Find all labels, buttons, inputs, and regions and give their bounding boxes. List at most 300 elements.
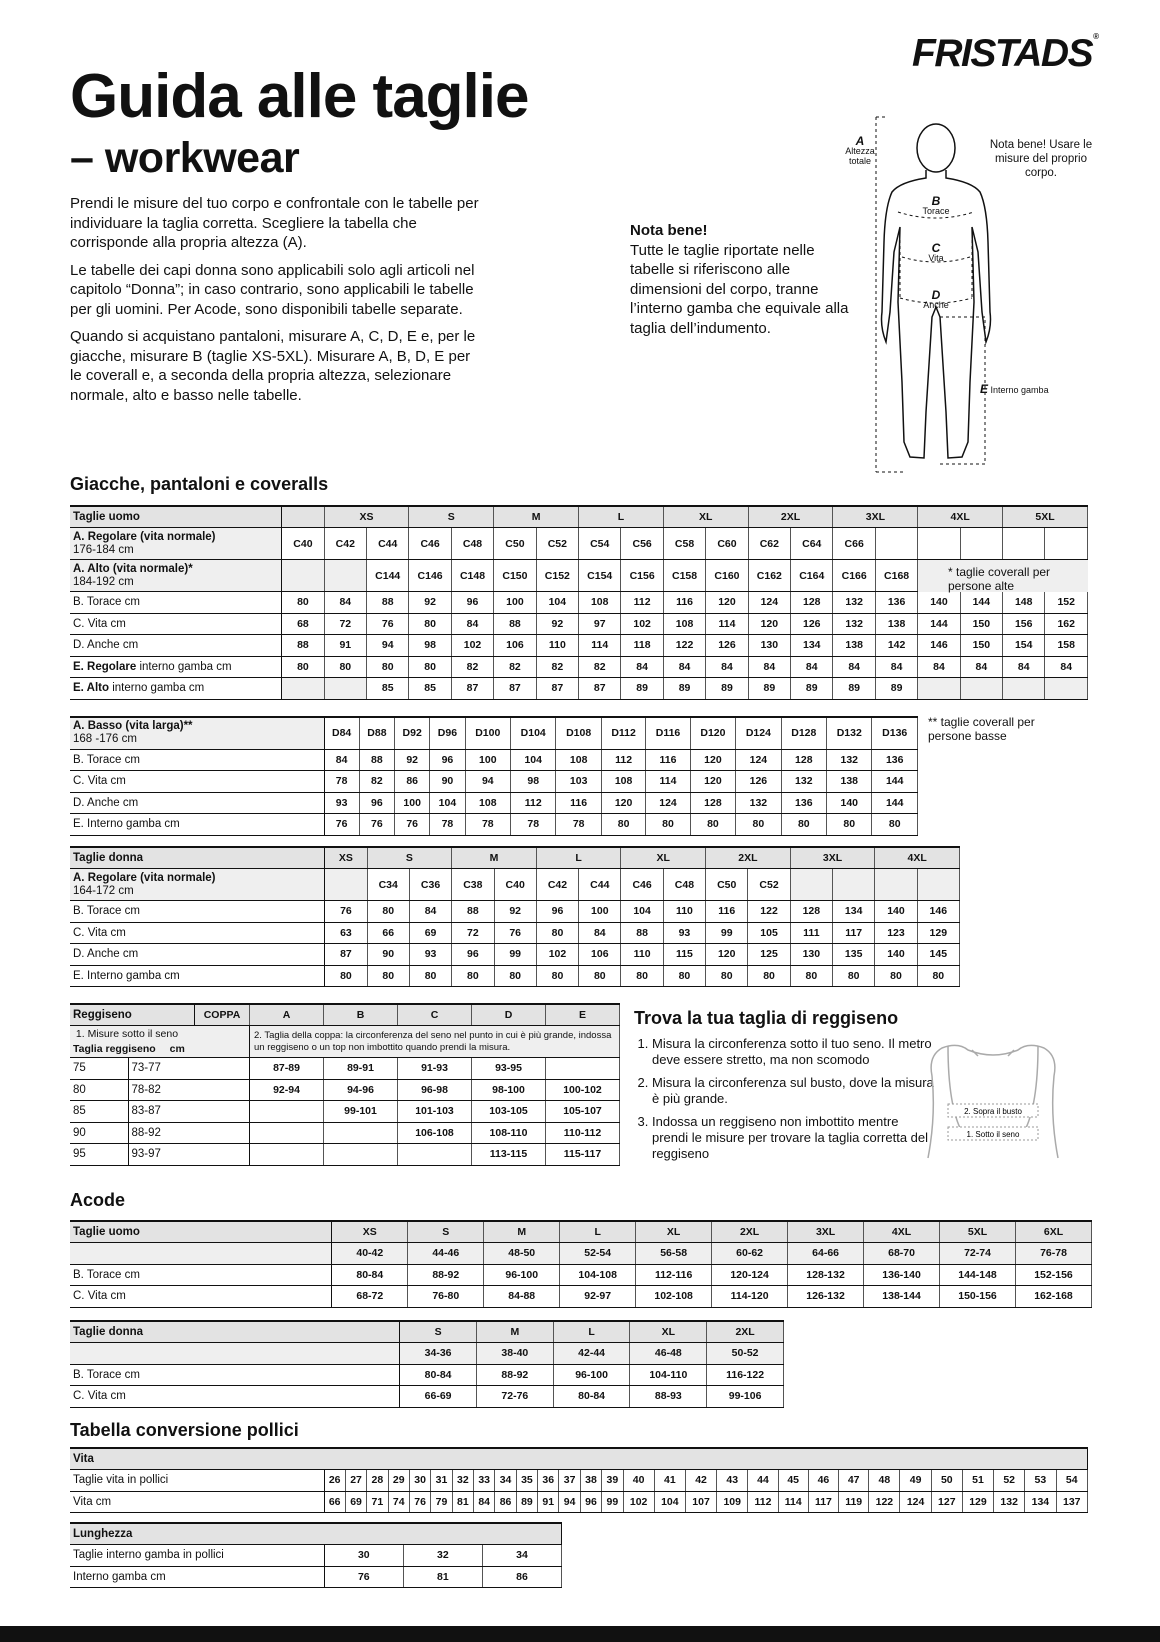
- table-cell: 84: [960, 656, 1002, 678]
- table-cell: 116: [706, 901, 748, 923]
- table-cell: 136: [781, 792, 826, 814]
- table-cell: 40: [623, 1470, 654, 1492]
- table-cell: C150: [494, 560, 536, 592]
- table-cell: 105: [748, 922, 790, 944]
- table-cell: 80: [536, 922, 578, 944]
- table-cell: 84: [621, 656, 663, 678]
- table-cell: 89: [875, 678, 917, 700]
- table-cell: 89: [663, 678, 705, 700]
- table-cell: 31: [431, 1470, 452, 1492]
- table-cell: 146: [917, 901, 959, 923]
- table-cell: S: [408, 1221, 484, 1243]
- table-row: [70, 847, 960, 869]
- table-cell: 94: [367, 635, 409, 657]
- note-title: Nota bene!: [630, 222, 708, 239]
- table-cell: 120: [690, 771, 735, 793]
- table-cell: 84: [579, 922, 621, 944]
- table-cell: 96-100: [553, 1364, 630, 1386]
- table-cell: 84: [875, 656, 917, 678]
- table-row: [70, 1566, 562, 1588]
- table-cell: 106: [579, 944, 621, 966]
- table-cell: 96: [359, 792, 394, 814]
- table-cell: [398, 1144, 472, 1166]
- label-b: B Torace: [922, 194, 950, 216]
- table-cell: 104-108: [560, 1264, 636, 1286]
- table-cell: 114: [706, 613, 748, 635]
- table-cell: B. Torace cm: [70, 749, 324, 771]
- table-cell: 150: [960, 613, 1002, 635]
- table-cell: 52: [994, 1470, 1025, 1492]
- table-cell: E: [546, 1004, 620, 1026]
- table-cell: 88: [452, 901, 494, 923]
- table-cell: 104: [430, 792, 465, 814]
- table-cell: 80-84: [332, 1264, 408, 1286]
- table-cell: C. Vita cm: [70, 1286, 332, 1308]
- table-cell: 95: [70, 1144, 128, 1166]
- table-cell: 85: [70, 1101, 128, 1123]
- table-cell: 124: [748, 592, 790, 614]
- table-cell: 94-96: [324, 1079, 398, 1101]
- table-cell: 66-69: [400, 1386, 477, 1408]
- table-cell: 111: [790, 922, 832, 944]
- table-cell: 88-93: [630, 1386, 707, 1408]
- table-cell: 39: [602, 1470, 623, 1492]
- bra-steps: [634, 1036, 934, 1169]
- table-row: [70, 749, 918, 771]
- bra-fig-label-2: 2. Sopra il busto: [964, 1107, 1022, 1116]
- table-cell: 85: [409, 678, 451, 700]
- table-cell: 78: [324, 771, 359, 793]
- table-cell: 140: [875, 901, 917, 923]
- table-row: [70, 560, 1088, 592]
- table-cell: 100-102: [546, 1079, 620, 1101]
- table-cell: 87: [451, 678, 493, 700]
- table-cell: 158: [1045, 635, 1088, 657]
- table-cell: 46: [808, 1470, 838, 1492]
- table-cell: [960, 678, 1002, 700]
- table-cell: 28: [367, 1470, 388, 1492]
- table-row: [70, 528, 1088, 560]
- table-cell: 144: [960, 592, 1002, 614]
- table-cell: 124: [736, 749, 781, 771]
- table-cell: 100: [465, 749, 510, 771]
- table-cell: 134: [1025, 1491, 1056, 1513]
- table-row: [70, 922, 960, 944]
- table-cell: 79: [431, 1491, 452, 1513]
- table-cell: C44: [579, 869, 621, 901]
- table-cell: 38: [580, 1470, 601, 1492]
- table-cell: [70, 656, 282, 678]
- table-cell: [282, 506, 324, 528]
- table-cell: 5XL: [1003, 506, 1088, 528]
- table-cell: 140: [918, 592, 960, 614]
- table-cell: C. Vita cm: [70, 771, 324, 793]
- table-cell: 2XL: [748, 506, 833, 528]
- table-cell: [70, 592, 282, 614]
- table-cell: 96-98: [398, 1079, 472, 1101]
- table-cell: 66: [324, 1491, 345, 1513]
- table-cell: 34: [482, 1545, 561, 1567]
- table-cell: 3XL: [790, 847, 875, 869]
- table-cell: 144: [918, 613, 960, 635]
- table-cell: 64-66: [788, 1243, 864, 1265]
- table-cell: 137: [1056, 1491, 1088, 1513]
- table-cell: 80: [748, 965, 790, 987]
- table-cell: 92: [395, 749, 430, 771]
- table-cell: 84: [451, 613, 493, 635]
- table-row: [70, 869, 960, 901]
- table-cell: D108: [556, 717, 601, 749]
- table-cell: C154: [579, 560, 621, 592]
- table-cell: Taglie uomo: [70, 506, 282, 528]
- table-cell: 80: [409, 656, 451, 678]
- table-cell: [875, 869, 917, 901]
- table-cell: 104: [621, 901, 663, 923]
- bra-step: 1. Misura la circonferenza sotto il tuo seno. Il metro deve essere stretto, ma non scomodo: [652, 1036, 934, 1068]
- table-cell: [250, 1101, 324, 1123]
- row-label: A. Regolare (vita normale): [73, 530, 216, 543]
- table-cell: M: [494, 506, 579, 528]
- table-cell: [70, 528, 282, 560]
- table-cell: 102: [621, 613, 663, 635]
- table-cell: D136: [872, 717, 918, 749]
- table-cell: 113-115: [472, 1144, 546, 1166]
- table-cell: [1045, 678, 1088, 700]
- table-cell: 110: [621, 944, 663, 966]
- bra-step: 3. Indossa un reggiseno non imbottito mentre prendi le misure per trovare la taglia corretta del reggiseno: [652, 1114, 934, 1162]
- table-cell: 72-76: [476, 1386, 553, 1408]
- table-cell: 27: [345, 1470, 366, 1492]
- table-cell: 86: [495, 1491, 516, 1513]
- table-cell: 124: [646, 792, 690, 814]
- table-cell: D84: [324, 717, 359, 749]
- table-cell: 75: [70, 1058, 128, 1080]
- table-cell: [875, 528, 917, 560]
- table-cell: 84: [324, 749, 359, 771]
- table-cell: 82: [359, 771, 394, 793]
- table-cell: [833, 869, 875, 901]
- table-cell: L: [579, 506, 664, 528]
- table-cell: 145: [917, 944, 959, 966]
- table-cell: 80: [621, 965, 663, 987]
- table-cell: 78: [430, 814, 465, 836]
- bra-step: 2. Misura la circonferenza sul busto, dove la misura è più grande.: [652, 1075, 934, 1107]
- table-cell: S: [367, 847, 452, 869]
- table-cell: 76-80: [408, 1286, 484, 1308]
- table-cell: 97: [579, 613, 621, 635]
- table-cell: 29: [388, 1470, 409, 1492]
- table-cell: 116: [663, 592, 705, 614]
- table-cell: [1045, 528, 1088, 560]
- table-cell: 134: [833, 901, 875, 923]
- table-cell: B. Torace cm: [70, 1264, 332, 1286]
- table-row: [70, 1221, 1092, 1243]
- table-cell: 120-124: [712, 1264, 788, 1286]
- table-cell: [70, 1343, 400, 1365]
- table-cell: [70, 613, 282, 635]
- table-cell: 120: [706, 944, 748, 966]
- table-cell: 52-54: [560, 1243, 636, 1265]
- table-row: [70, 613, 1088, 635]
- table-cell: 3XL: [833, 506, 918, 528]
- table-cell: B: [324, 1004, 398, 1026]
- table-cell: 80: [690, 814, 735, 836]
- table-row: [70, 1286, 1092, 1308]
- table-cell: 80: [282, 656, 324, 678]
- table-cell: 30: [409, 1470, 430, 1492]
- table-cell: 80: [646, 814, 690, 836]
- table-cell: [917, 869, 959, 901]
- table-cell: 49: [900, 1470, 931, 1492]
- table-row: [70, 1004, 620, 1026]
- bra-size-label: Taglia reggiseno: [73, 1042, 156, 1055]
- intro-paragraph: Le tabelle dei capi donna sono applicabili solo agli articoli nel capitolo “Donna”; in caso contrario, sono applicabili le tabelle per gli uomini. Per Acode, sono disponibili tabelle separate.: [70, 261, 475, 318]
- table-cell: XS: [325, 847, 367, 869]
- table-row: [70, 656, 1088, 678]
- conv-length-table: [70, 1522, 562, 1588]
- table-cell: 63: [325, 922, 367, 944]
- table-cell: 132: [833, 592, 875, 614]
- table-cell: 84: [474, 1491, 495, 1513]
- men-size-table: [70, 505, 1088, 700]
- table-cell: C54: [579, 528, 621, 560]
- table-cell: 53: [1025, 1470, 1056, 1492]
- table-cell: 2XL: [706, 847, 791, 869]
- table-cell: 81: [403, 1566, 482, 1588]
- table-cell: 50-52: [707, 1343, 784, 1365]
- table-cell: [324, 560, 366, 592]
- table-cell: 80: [282, 592, 324, 614]
- table-cell: 144: [872, 792, 918, 814]
- table-cell: 96-100: [484, 1264, 560, 1286]
- table-cell: [250, 1122, 324, 1144]
- table-cell: 78-82: [128, 1079, 250, 1101]
- table-cell: 44-46: [408, 1243, 484, 1265]
- table-cell: 66: [367, 922, 409, 944]
- table-cell: 114: [579, 635, 621, 657]
- table-cell: 103: [556, 771, 601, 793]
- table-cell: [324, 1144, 398, 1166]
- table-cell: C48: [663, 869, 705, 901]
- table-cell: 72: [452, 922, 494, 944]
- table-cell: [282, 678, 324, 700]
- row-label: A. Alto (vita normale)*: [73, 562, 193, 575]
- table-cell: 2XL: [707, 1321, 784, 1343]
- table-cell: 98: [409, 635, 451, 657]
- table-cell: 129: [917, 922, 959, 944]
- table-cell: 84: [918, 656, 960, 678]
- table-cell: Vita cm: [70, 1491, 324, 1513]
- table-cell: 144: [872, 771, 918, 793]
- row-range: 176-184 cm: [73, 543, 134, 556]
- table-cell: 42: [685, 1470, 716, 1492]
- table-cell: 6XL: [1016, 1221, 1092, 1243]
- bottom-bar: [0, 1626, 1160, 1642]
- table-cell: [70, 869, 325, 901]
- table-cell: C50: [706, 869, 748, 901]
- table-cell: 129: [962, 1491, 993, 1513]
- table-cell: B. Torace cm: [70, 1364, 400, 1386]
- row-label: interno gamba cm: [136, 660, 232, 673]
- table-cell: 120: [690, 749, 735, 771]
- table-cell: L: [560, 1221, 636, 1243]
- table-cell: [918, 678, 960, 700]
- table-cell: 112: [748, 1491, 778, 1513]
- table-cell: S: [400, 1321, 477, 1343]
- table-cell: Interno gamba cm: [70, 1566, 324, 1588]
- table-row: [70, 1264, 1092, 1286]
- table-cell: 54: [1056, 1470, 1088, 1492]
- table-cell: 130: [790, 944, 832, 966]
- table-cell: 91-93: [398, 1058, 472, 1080]
- table-cell: Reggiseno: [70, 1004, 195, 1026]
- table-cell: 80: [875, 965, 917, 987]
- table-cell: 80: [367, 965, 409, 987]
- table-cell: [1003, 678, 1045, 700]
- table-cell: 80: [917, 965, 959, 987]
- table-cell: 105-107: [546, 1101, 620, 1123]
- table-cell: C152: [536, 560, 578, 592]
- intro-text: [70, 194, 480, 413]
- table-cell: 89: [516, 1491, 537, 1513]
- table-cell: 83-87: [128, 1101, 250, 1123]
- table-cell: 109: [717, 1491, 748, 1513]
- table-cell: 87: [536, 678, 578, 700]
- table-cell: C64: [791, 528, 833, 560]
- table-cell: Lunghezza: [70, 1523, 562, 1545]
- table-row: [70, 1343, 784, 1365]
- label-a: A Altezza totale: [845, 134, 875, 166]
- table-cell: D88: [359, 717, 394, 749]
- table-cell: 80: [70, 1079, 128, 1101]
- table-cell: [70, 635, 282, 657]
- table-row: [70, 1079, 620, 1101]
- table-cell: 76: [359, 814, 394, 836]
- table-cell: 150: [960, 635, 1002, 657]
- table-cell: D104: [511, 717, 556, 749]
- table-cell: XS: [324, 506, 409, 528]
- table-cell: 3XL: [788, 1221, 864, 1243]
- table-cell: C40: [282, 528, 324, 560]
- table-cell: 162: [1045, 613, 1088, 635]
- table-cell: 140: [827, 792, 872, 814]
- table-row: [70, 1026, 620, 1058]
- table-cell: 96: [430, 749, 465, 771]
- table-cell: 144-148: [940, 1264, 1016, 1286]
- table-cell: 89: [748, 678, 790, 700]
- table-cell: 84-88: [484, 1286, 560, 1308]
- table-cell: 92: [409, 592, 451, 614]
- table-cell: 119: [839, 1491, 869, 1513]
- table-cell: 132: [827, 749, 872, 771]
- table-cell: 156: [1003, 613, 1045, 635]
- table-cell: 92-94: [250, 1079, 324, 1101]
- table-row: [70, 635, 1088, 657]
- table-cell: 47: [839, 1470, 869, 1492]
- table-cell: 104: [654, 1491, 685, 1513]
- table-row: [70, 771, 918, 793]
- table-cell: 89: [706, 678, 748, 700]
- table-cell: 132: [781, 771, 826, 793]
- table-cell: 122: [869, 1491, 900, 1513]
- table-cell: 92: [536, 613, 578, 635]
- bra-size-table: [70, 1003, 620, 1166]
- table-cell: 80: [409, 965, 451, 987]
- table-row: [70, 1491, 1088, 1513]
- table-cell: 80: [833, 965, 875, 987]
- table-cell: D. Anche cm: [70, 792, 324, 814]
- table-cell: 76: [324, 1566, 403, 1588]
- label-e: E Interno gamba: [980, 382, 1049, 396]
- table-row: [70, 1058, 620, 1080]
- table-cell: 123: [875, 922, 917, 944]
- row-label: A. Regolare (vita normale): [73, 871, 216, 884]
- acode-men-table: [70, 1220, 1092, 1308]
- table-cell: [324, 1122, 398, 1144]
- table-cell: [324, 678, 366, 700]
- table-cell: 100: [579, 901, 621, 923]
- table-cell: 32: [452, 1470, 473, 1492]
- table-cell: 100: [494, 592, 536, 614]
- table-row: [70, 965, 960, 987]
- table-cell: M: [452, 847, 537, 869]
- table-row: [70, 1523, 562, 1545]
- note-text: Tutte le taglie riportate nelle tabelle si riferiscono alle dimensioni del corpo, tranne l’interno gamba che equivale alla taglia dell’indumento.: [630, 241, 849, 337]
- table-cell: 80: [325, 965, 367, 987]
- table-cell: 82: [494, 656, 536, 678]
- table-cell: 80: [367, 901, 409, 923]
- intro-paragraph: Quando si acquistano pantaloni, misurare A, C, D, E e, per le giacche, misurare B (taglie XS-5XL). Misurare A, B, D, E per le coverall e, a seconda della propria altezza, selezionare normale, alto e basso nelle tabelle.: [70, 328, 476, 404]
- table-cell: 76: [395, 814, 430, 836]
- table-cell: [70, 717, 324, 749]
- table-cell: 80: [324, 656, 366, 678]
- table-cell: 128-132: [788, 1264, 864, 1286]
- table-cell: 84: [748, 656, 790, 678]
- table-cell: 72: [324, 613, 366, 635]
- bra-step1: 1. Misure sotto il seno: [75, 1027, 179, 1040]
- table-row: [70, 1144, 620, 1166]
- table-cell: 86: [482, 1566, 561, 1588]
- table-cell: 73-77: [128, 1058, 250, 1080]
- table-cell: [546, 1058, 620, 1080]
- table-cell: 138: [827, 771, 872, 793]
- label-d: D Anche: [923, 288, 949, 310]
- table-cell: 138-144: [864, 1286, 940, 1308]
- table-cell: XS: [332, 1221, 408, 1243]
- table-cell: 32: [403, 1545, 482, 1567]
- table-cell: 56-58: [636, 1243, 712, 1265]
- table-cell: 82: [579, 656, 621, 678]
- table-cell: 87-89: [250, 1058, 324, 1080]
- table-cell: 82: [536, 656, 578, 678]
- table-cell: 37: [559, 1470, 580, 1492]
- table-cell: 126: [736, 771, 781, 793]
- table-cell: 90: [70, 1122, 128, 1144]
- table-cell: 80: [409, 613, 451, 635]
- table-cell: Taglie donna: [70, 847, 325, 869]
- table-cell: B. Torace cm: [70, 901, 325, 923]
- alto-note: * taglie coverall per persone alte: [948, 565, 1051, 593]
- table-cell: C160: [706, 560, 748, 592]
- table-row: [70, 1101, 620, 1123]
- table-cell: 132: [994, 1491, 1025, 1513]
- table-cell: 92: [494, 901, 536, 923]
- table-cell: 108-110: [472, 1122, 546, 1144]
- table-cell: 99-106: [707, 1386, 784, 1408]
- table-row: [70, 1122, 620, 1144]
- table-cell: D128: [781, 717, 826, 749]
- table-cell: Vita: [70, 1448, 1088, 1470]
